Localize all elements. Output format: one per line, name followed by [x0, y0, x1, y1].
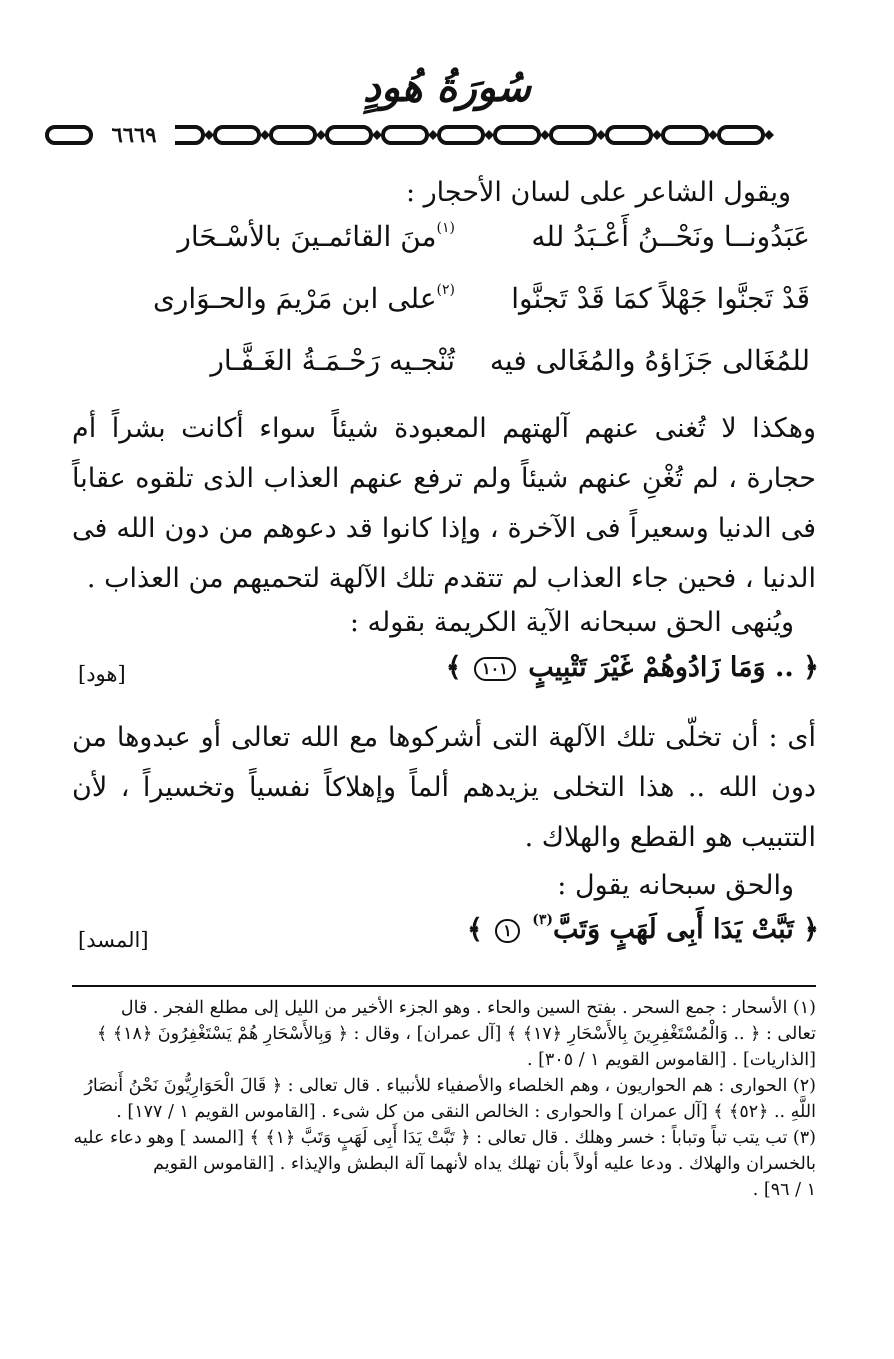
poem-verse — [90, 338, 810, 400]
chain-diamond — [484, 130, 494, 140]
chain-link — [719, 127, 763, 143]
body-paragraph: ويُنهى الحق سبحانه الآية الكريمة بقوله : — [349, 607, 794, 638]
chain-link — [551, 127, 595, 143]
quran-verse — [446, 652, 819, 683]
chain-diamond — [428, 130, 438, 140]
chain-link — [47, 127, 91, 143]
footnote-marker: (١) — [436, 220, 455, 236]
footnotes — [72, 995, 816, 1203]
footnote-line: بالخسران والهلاك . ودعا عليه أولاً بأن تهلك يداه لأنهما آلة البطش والإيذاء . [القاموس القويم — [153, 1154, 816, 1174]
body-paragraph: والحق سبحانه يقول : — [557, 870, 794, 901]
footnote-line: [الذاريات] . [القاموس القويم ١ / ٣٠٥] . — [526, 1050, 816, 1070]
footnote — [72, 1125, 816, 1203]
chain-link — [383, 127, 427, 143]
verse-close-bracket: ﴾ — [467, 914, 483, 945]
poem-second-hemistich: تُنْجـيه رَحْـمَـةُ الغَـفَّـار — [210, 344, 455, 377]
poem-second-hemistich — [177, 220, 455, 253]
poem-verse — [90, 276, 810, 338]
chain-link — [663, 127, 707, 143]
chain-link — [215, 127, 259, 143]
footnote-separator — [72, 985, 816, 987]
hemistich-text: على ابن مَرْيمَ والحـوَارى — [152, 282, 437, 315]
quran-verse — [467, 914, 819, 945]
footnote — [72, 1073, 816, 1125]
body-paragraph: وهكذا لا تُغنى عنهم آلهتهم المعبودة شيئاً سواء أكانت بشراً أم حجارة ، لم تُغْنِ عنهم شيئاً ولم ترفع عنهم العذاب الذى تلقوه عقاباً فى الدنيا وسعيراً فى الآخرة ، وإذا كانوا قد دعوهم من دون الله فى الدنيا ، فحين جاء العذاب لم تتقدم تلك الآلهة لتحميهم من العذاب . — [72, 413, 816, 594]
chain-diamond — [316, 130, 326, 140]
footnote — [72, 995, 816, 1073]
footnote-line: (١) الأسحار : جمع السحر . بفتح السين والحاء . وهو الجزء الأخير من الليل إلى مطلع الفجر . قال — [120, 998, 816, 1018]
chain-diamond — [596, 130, 606, 140]
footnote-line: (٣) تب يتب تباً وتباباً : خسر وهلك . قال تعالى : ﴿ تَبَّتْ يَدَا أَبِى لَهَبٍ وَتَبَّ ﴿١﴾ ﴾ [المسد ] وهو دعاء عليه — [73, 1128, 816, 1148]
poem-first-hemistich: للمُغَالى جَزَاؤهُ والمُغَالى فيه — [489, 344, 810, 377]
chain-link — [607, 127, 651, 143]
intro-line: ويقول الشاعر على لسان الأحجار : — [405, 177, 791, 208]
chain-diamond — [708, 130, 718, 140]
chain-diamond — [540, 130, 550, 140]
chain-link — [495, 127, 539, 143]
surah-reference: [هود] — [78, 662, 126, 686]
ayah-number: ١٠١ — [474, 657, 516, 681]
footnote-line: اللَّهِ .. ﴿٥٢﴾ ﴾ [آل عمران ] والحوارى : الخالص النقى من كل شىء . [القاموس القويم ١ / ١٧٧] . — [116, 1102, 816, 1122]
surah-title: سُورَةُ هُودٍ — [363, 64, 531, 111]
footnote-marker: (٢) — [436, 282, 455, 298]
chain-diamond — [372, 130, 382, 140]
chain-diamond — [652, 130, 662, 140]
verse-text: ﴿ تَبَّتْ يَدَا أَبِى لَهَبٍ وَتَبَّ — [553, 914, 819, 945]
footnote-line: ١ / ٩٦] . — [752, 1180, 816, 1200]
chain-diamond — [204, 130, 214, 140]
chain-link — [271, 127, 315, 143]
poem-second-hemistich — [153, 282, 455, 315]
chain-link — [327, 127, 371, 143]
verse-text: ﴿ .. وَمَا زَادُوهُمْ غَيْرَ تَتْبِيبٍ — [528, 652, 819, 683]
footnote-marker: (٣) — [532, 912, 554, 928]
hemistich-text: منَ القائمـينَ بالأسْـحَار — [177, 220, 437, 253]
footnote-line: تعالى : ﴿ .. وَالْمُسْتَغْفِرِينَ بِالأَسْحَارِ ﴿١٧﴾ ﴾ [آل عمران] ، وقال : ﴿ وَبِالأَسْحَارِ هُمْ يَسْتَغْفِرُونَ ﴿١٨﴾ ﴾ — [97, 1024, 816, 1044]
poem-first-hemistich: عَبَدُونــا ونَحْــنُ أَعْـبَدُ لله — [531, 220, 810, 253]
footnote-line: (٢) الحوارى : هم الحواريون ، وهم الخلصاء والأصفياء للأنبياء . قال تعالى : ﴿ قَالَ الْحَوَارِيُّونَ نَحْنُ أَنصَارُ — [84, 1076, 816, 1096]
page-number: ٦٦٦٩ — [93, 121, 175, 148]
chain-diamond — [260, 130, 270, 140]
ayah-number: ١ — [495, 919, 520, 943]
body-paragraph: أى : أن تخلّى تلك الآلهة التى أشركوها مع الله تعالى أو عبدوها من دون الله .. هذا التخلى يزيدهم ألماً وإهلاكاً نفسياً وتخسيراً ، لأن التتبيب هو القطع والهلاك . — [72, 722, 816, 853]
poem-verse — [90, 214, 810, 276]
surah-reference: [المسد] — [78, 928, 149, 952]
chain-link — [439, 127, 483, 143]
poem-first-hemistich: قَدْ تَجنَّوا جَهْلاً كمَا قَدْ تَجنَّوا — [511, 282, 810, 315]
chain-diamond — [764, 130, 774, 140]
verse-close-bracket: ﴾ — [445, 652, 462, 683]
